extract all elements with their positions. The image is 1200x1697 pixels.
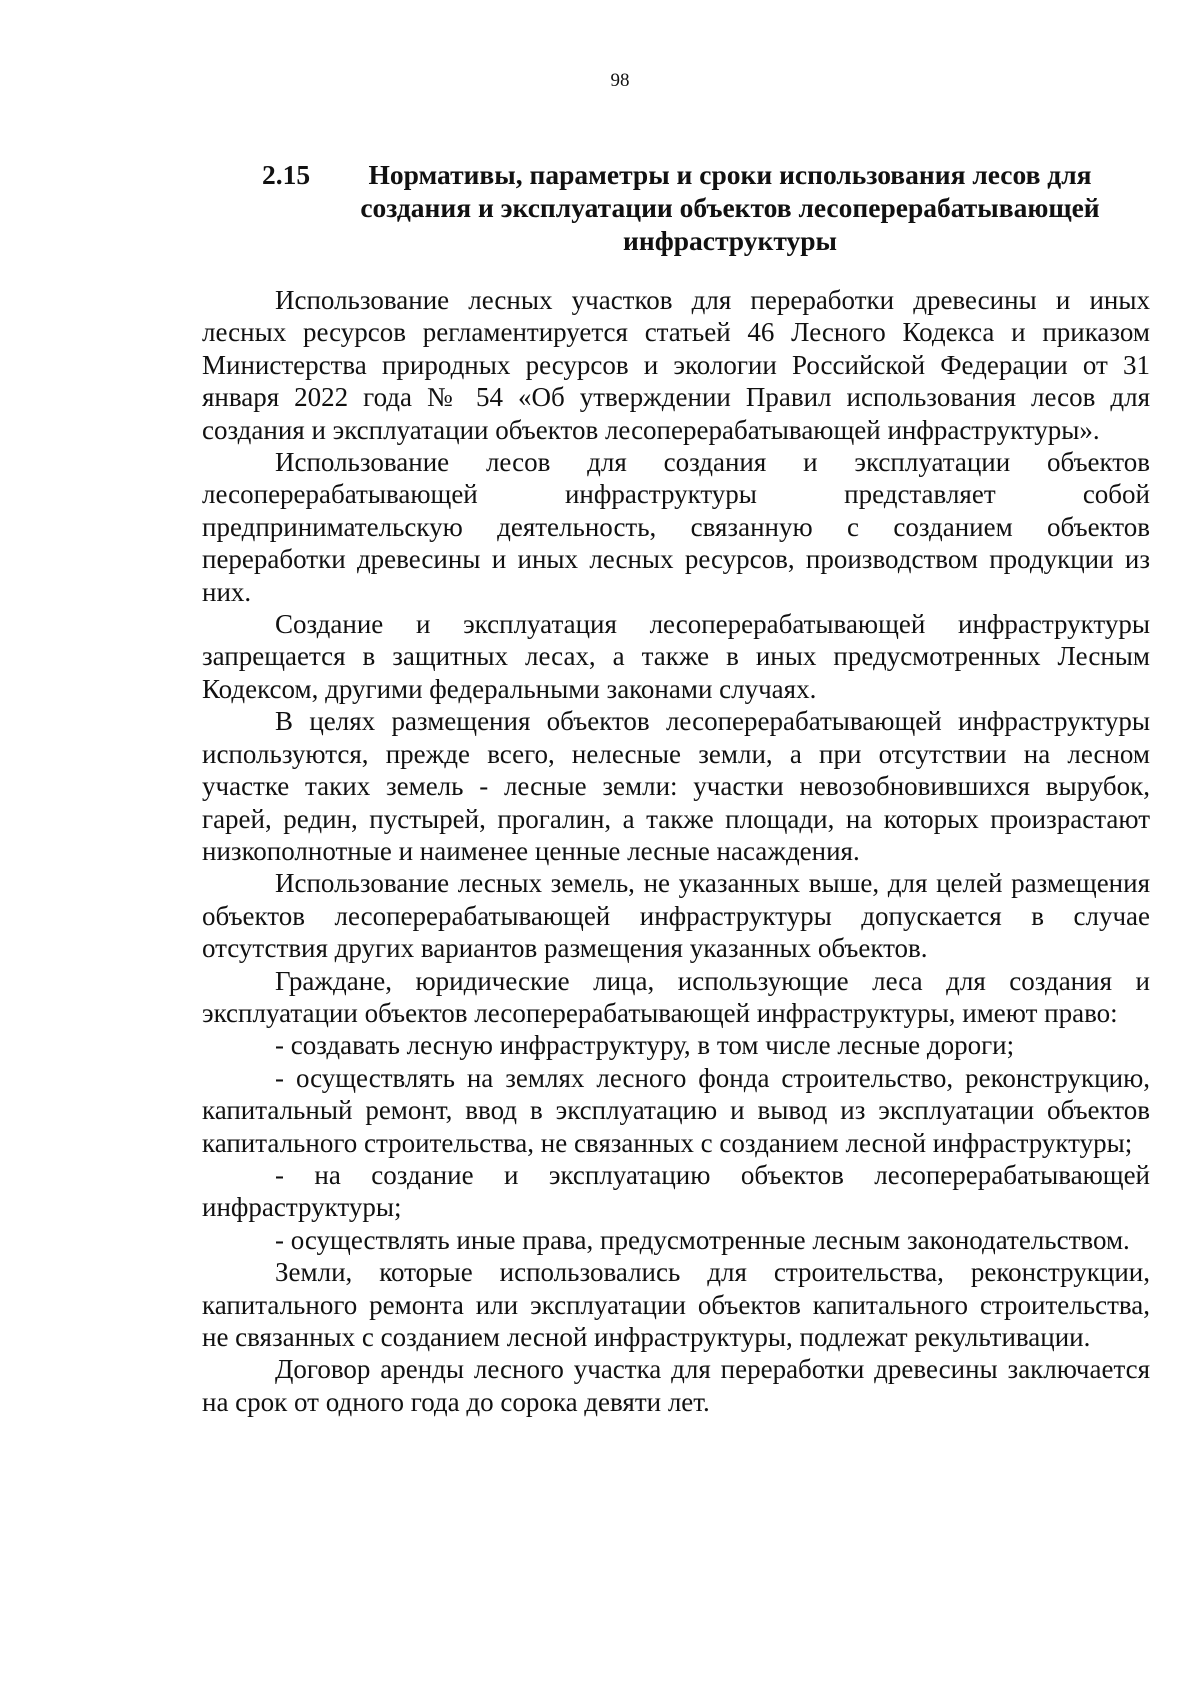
paragraph: Использование лесов для создания и эксплуатации объектов лесоперерабатывающей инфраструктуры представляет собой предпринимательскую деятельность, связанную с созданием объектов переработки древесины и иных лесных ресурсов, производством продукции из них. bbox=[202, 447, 1150, 607]
paragraph: Граждане, юридические лица, использующие леса для создания и эксплуатации объектов лесоперерабатывающей инфраструктуры, имеют право: bbox=[202, 965, 1150, 1028]
section-heading bbox=[262, 158, 1142, 257]
list-item: - создавать лесную инфраструктуру, в том числе лесные дороги; bbox=[275, 1030, 1015, 1061]
page-number: 98 bbox=[610, 70, 630, 91]
list-item: - осуществлять на землях лесного фонда строительство, реконструкцию, капитальный ремонт, ввод в эксплуатацию и вывод из эксплуатации объектов капитального строительства, не связанных с созданием лесной инфраструктуры; bbox=[202, 1062, 1150, 1158]
paragraph: Договор аренды лесного участка для переработки древесины заключается на срок от одного года до сорока девяти лет. bbox=[202, 1354, 1150, 1417]
paragraph: В целях размещения объектов лесоперерабатывающей инфраструктуры используются, прежде всего, нелесные земли, а при отсутствии на лесном участке таких земель - лесные земли: участки невозобновившихся вырубок, гарей, редин, пустырей, прогалин, а также площади, на которых произрастают низкополнотные и наименее ценные лесные насаждения. bbox=[202, 706, 1150, 866]
paragraph: Создание и эксплуатация лесоперерабатывающей инфраструктуры запрещается в защитных лесах, а также в иных предусмотренных Лесным Кодексом, другими федеральными законами случаях. bbox=[202, 609, 1150, 704]
list-item: - осуществлять иные права, предусмотренные лесным законодательством. bbox=[275, 1224, 1130, 1255]
paragraph: Использование лесных участков для переработки древесины и иных лесных ресурсов регламентируется статьей 46 Лесного Кодекса и приказом Министерства природных ресурсов и экологии Российской Федерации от 31 января 2022 года № 54 «Об утверждении Правил использования лесов для создания и эксплуатации объектов лесоперерабатывающей инфраструктуры». bbox=[202, 285, 1150, 445]
list-item: - на создание и эксплуатацию объектов лесоперерабатывающей инфраструктуры; bbox=[202, 1159, 1150, 1223]
paragraph: Земли, которые использовались для строительства, реконструкции, капитального ремонта или эксплуатации объектов капитального строительства, не связанных с созданием лесной инфраструктуры, подлежат рекультивации. bbox=[202, 1257, 1150, 1352]
body-text bbox=[202, 284, 1150, 1418]
section-number: 2.15 bbox=[262, 159, 311, 190]
paragraph: Использование лесных земель, не указанных выше, для целей размещения объектов лесоперерабатывающей инфраструктуры допускается в случае отсутствия других вариантов размещения указанных объектов. bbox=[202, 868, 1150, 964]
section-title: Нормативы, параметры и сроки использования лесов для создания и эксплуатации объектов лесоперерабатывающей инфраструктуры bbox=[360, 159, 1100, 256]
